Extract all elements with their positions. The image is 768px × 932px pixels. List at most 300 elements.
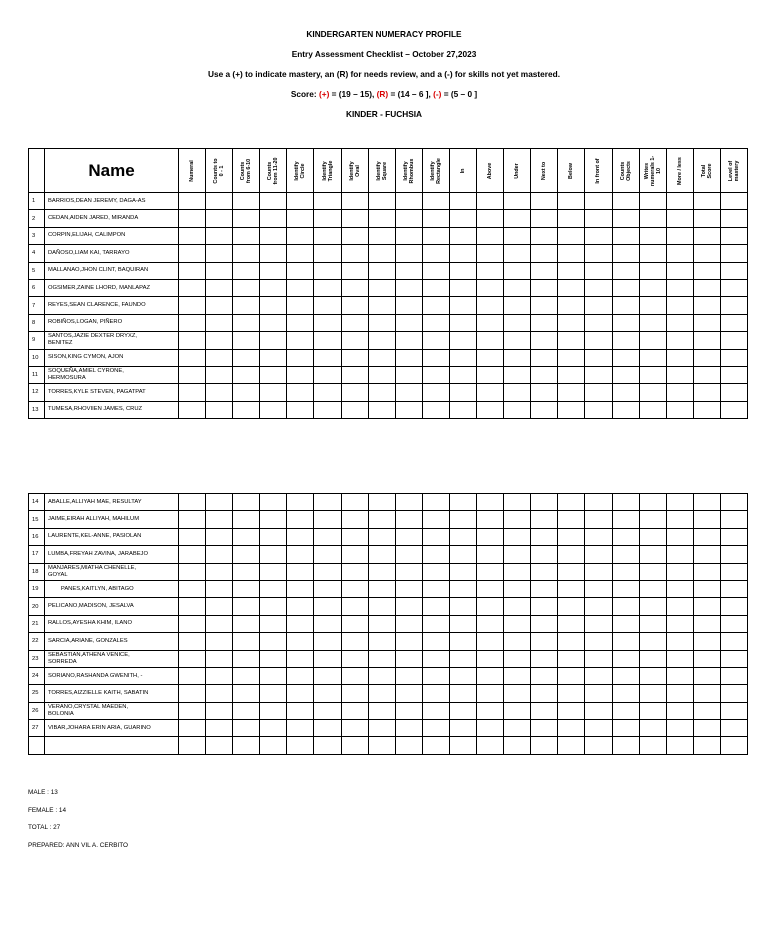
score-cell[interactable]: [504, 279, 531, 296]
score-cell[interactable]: [395, 546, 422, 563]
score-cell[interactable]: [585, 667, 612, 684]
score-cell[interactable]: [449, 528, 476, 545]
score-cell[interactable]: [531, 511, 558, 528]
score-cell[interactable]: [477, 598, 504, 615]
score-cell[interactable]: [449, 702, 476, 719]
score-cell[interactable]: [720, 279, 747, 296]
score-cell[interactable]: [422, 685, 449, 702]
score-cell[interactable]: [233, 685, 260, 702]
score-cell[interactable]: [233, 210, 260, 227]
score-cell[interactable]: [504, 494, 531, 511]
score-cell[interactable]: [531, 580, 558, 597]
score-cell[interactable]: [639, 366, 666, 383]
score-cell[interactable]: [531, 720, 558, 737]
score-cell[interactable]: [287, 650, 314, 667]
score-cell[interactable]: [233, 633, 260, 650]
score-cell[interactable]: [179, 193, 206, 210]
score-cell[interactable]: [449, 511, 476, 528]
score-cell[interactable]: [558, 210, 585, 227]
score-cell[interactable]: [206, 720, 233, 737]
score-cell[interactable]: [422, 245, 449, 262]
score-cell[interactable]: [666, 262, 693, 279]
score-cell[interactable]: [422, 366, 449, 383]
score-cell[interactable]: [585, 720, 612, 737]
score-cell[interactable]: [368, 297, 395, 314]
score-cell[interactable]: [314, 720, 341, 737]
score-cell[interactable]: [233, 297, 260, 314]
score-cell[interactable]: [395, 720, 422, 737]
score-cell[interactable]: [422, 349, 449, 366]
score-cell[interactable]: [179, 702, 206, 719]
score-cell[interactable]: [287, 737, 314, 754]
score-cell[interactable]: [558, 262, 585, 279]
score-cell[interactable]: [504, 598, 531, 615]
score-cell[interactable]: [558, 314, 585, 331]
score-cell[interactable]: [206, 685, 233, 702]
score-cell[interactable]: [585, 349, 612, 366]
score-cell[interactable]: [368, 349, 395, 366]
score-cell[interactable]: [531, 598, 558, 615]
score-cell[interactable]: [395, 297, 422, 314]
score-cell[interactable]: [395, 401, 422, 418]
score-cell[interactable]: [395, 737, 422, 754]
score-cell[interactable]: [260, 633, 287, 650]
score-cell[interactable]: [179, 210, 206, 227]
score-cell[interactable]: [287, 563, 314, 580]
score-cell[interactable]: [504, 702, 531, 719]
score-cell[interactable]: [341, 384, 368, 401]
score-cell[interactable]: [585, 702, 612, 719]
score-cell[interactable]: [206, 384, 233, 401]
score-cell[interactable]: [179, 650, 206, 667]
score-cell[interactable]: [368, 685, 395, 702]
score-cell[interactable]: [206, 401, 233, 418]
score-cell[interactable]: [693, 193, 720, 210]
score-cell[interactable]: [422, 297, 449, 314]
score-cell[interactable]: [477, 563, 504, 580]
score-cell[interactable]: [720, 511, 747, 528]
score-cell[interactable]: [720, 210, 747, 227]
score-cell[interactable]: [693, 297, 720, 314]
score-cell[interactable]: [585, 528, 612, 545]
score-cell[interactable]: [693, 314, 720, 331]
score-cell[interactable]: [585, 598, 612, 615]
score-cell[interactable]: [179, 384, 206, 401]
score-cell[interactable]: [639, 580, 666, 597]
score-cell[interactable]: [504, 332, 531, 349]
score-cell[interactable]: [314, 737, 341, 754]
score-cell[interactable]: [395, 366, 422, 383]
score-cell[interactable]: [206, 580, 233, 597]
score-cell[interactable]: [585, 546, 612, 563]
score-cell[interactable]: [233, 563, 260, 580]
score-cell[interactable]: [260, 685, 287, 702]
score-cell[interactable]: [639, 511, 666, 528]
score-cell[interactable]: [504, 384, 531, 401]
score-cell[interactable]: [531, 262, 558, 279]
score-cell[interactable]: [558, 193, 585, 210]
score-cell[interactable]: [720, 193, 747, 210]
score-cell[interactable]: [585, 737, 612, 754]
score-cell[interactable]: [585, 227, 612, 244]
score-cell[interactable]: [314, 702, 341, 719]
score-cell[interactable]: [314, 563, 341, 580]
score-cell[interactable]: [558, 685, 585, 702]
score-cell[interactable]: [287, 332, 314, 349]
score-cell[interactable]: [639, 650, 666, 667]
score-cell[interactable]: [693, 349, 720, 366]
score-cell[interactable]: [612, 297, 639, 314]
score-cell[interactable]: [720, 494, 747, 511]
score-cell[interactable]: [477, 494, 504, 511]
score-cell[interactable]: [612, 580, 639, 597]
score-cell[interactable]: [639, 297, 666, 314]
score-cell[interactable]: [531, 615, 558, 632]
score-cell[interactable]: [341, 193, 368, 210]
score-cell[interactable]: [666, 737, 693, 754]
score-cell[interactable]: [639, 349, 666, 366]
score-cell[interactable]: [449, 563, 476, 580]
score-cell[interactable]: [558, 279, 585, 296]
score-cell[interactable]: [558, 332, 585, 349]
score-cell[interactable]: [612, 615, 639, 632]
score-cell[interactable]: [449, 193, 476, 210]
score-cell[interactable]: [206, 314, 233, 331]
score-cell[interactable]: [314, 667, 341, 684]
score-cell[interactable]: [531, 384, 558, 401]
score-cell[interactable]: [693, 650, 720, 667]
score-cell[interactable]: [477, 720, 504, 737]
score-cell[interactable]: [666, 193, 693, 210]
score-cell[interactable]: [422, 262, 449, 279]
score-cell[interactable]: [368, 227, 395, 244]
score-cell[interactable]: [720, 262, 747, 279]
score-cell[interactable]: [314, 366, 341, 383]
score-cell[interactable]: [477, 332, 504, 349]
score-cell[interactable]: [666, 702, 693, 719]
score-cell[interactable]: [477, 279, 504, 296]
score-cell[interactable]: [422, 227, 449, 244]
score-cell[interactable]: [531, 702, 558, 719]
score-cell[interactable]: [341, 227, 368, 244]
score-cell[interactable]: [287, 314, 314, 331]
score-cell[interactable]: [314, 262, 341, 279]
score-cell[interactable]: [287, 598, 314, 615]
score-cell[interactable]: [612, 737, 639, 754]
score-cell[interactable]: [693, 580, 720, 597]
score-cell[interactable]: [260, 297, 287, 314]
score-cell[interactable]: [287, 227, 314, 244]
score-cell[interactable]: [693, 598, 720, 615]
score-cell[interactable]: [531, 193, 558, 210]
score-cell[interactable]: [179, 494, 206, 511]
score-cell[interactable]: [720, 615, 747, 632]
score-cell[interactable]: [612, 685, 639, 702]
score-cell[interactable]: [720, 563, 747, 580]
score-cell[interactable]: [341, 580, 368, 597]
score-cell[interactable]: [477, 297, 504, 314]
score-cell[interactable]: [639, 210, 666, 227]
score-cell[interactable]: [179, 401, 206, 418]
score-cell[interactable]: [233, 546, 260, 563]
score-cell[interactable]: [206, 511, 233, 528]
score-cell[interactable]: [260, 563, 287, 580]
score-cell[interactable]: [368, 511, 395, 528]
score-cell[interactable]: [477, 314, 504, 331]
score-cell[interactable]: [639, 279, 666, 296]
score-cell[interactable]: [260, 667, 287, 684]
score-cell[interactable]: [206, 737, 233, 754]
score-cell[interactable]: [260, 580, 287, 597]
score-cell[interactable]: [639, 384, 666, 401]
score-cell[interactable]: [612, 279, 639, 296]
score-cell[interactable]: [477, 546, 504, 563]
score-cell[interactable]: [395, 349, 422, 366]
score-cell[interactable]: [395, 314, 422, 331]
score-cell[interactable]: [395, 511, 422, 528]
score-cell[interactable]: [504, 737, 531, 754]
score-cell[interactable]: [341, 366, 368, 383]
score-cell[interactable]: [504, 245, 531, 262]
score-cell[interactable]: [260, 494, 287, 511]
score-cell[interactable]: [287, 262, 314, 279]
score-cell[interactable]: [368, 615, 395, 632]
score-cell[interactable]: [368, 314, 395, 331]
score-cell[interactable]: [206, 297, 233, 314]
score-cell[interactable]: [720, 720, 747, 737]
score-cell[interactable]: [368, 262, 395, 279]
score-cell[interactable]: [314, 332, 341, 349]
score-cell[interactable]: [504, 511, 531, 528]
score-cell[interactable]: [612, 650, 639, 667]
score-cell[interactable]: [477, 667, 504, 684]
score-cell[interactable]: [585, 245, 612, 262]
score-cell[interactable]: [558, 615, 585, 632]
score-cell[interactable]: [531, 737, 558, 754]
score-cell[interactable]: [314, 245, 341, 262]
score-cell[interactable]: [260, 262, 287, 279]
score-cell[interactable]: [233, 598, 260, 615]
score-cell[interactable]: [260, 511, 287, 528]
score-cell[interactable]: [612, 598, 639, 615]
score-cell[interactable]: [179, 511, 206, 528]
score-cell[interactable]: [666, 279, 693, 296]
score-cell[interactable]: [233, 366, 260, 383]
score-cell[interactable]: [260, 366, 287, 383]
score-cell[interactable]: [612, 546, 639, 563]
score-cell[interactable]: [395, 633, 422, 650]
score-cell[interactable]: [449, 598, 476, 615]
score-cell[interactable]: [720, 685, 747, 702]
score-cell[interactable]: [368, 279, 395, 296]
score-cell[interactable]: [314, 685, 341, 702]
score-cell[interactable]: [368, 210, 395, 227]
score-cell[interactable]: [666, 598, 693, 615]
score-cell[interactable]: [639, 528, 666, 545]
score-cell[interactable]: [368, 366, 395, 383]
score-cell[interactable]: [341, 528, 368, 545]
score-cell[interactable]: [395, 384, 422, 401]
score-cell[interactable]: [449, 720, 476, 737]
score-cell[interactable]: [720, 297, 747, 314]
score-cell[interactable]: [449, 546, 476, 563]
score-cell[interactable]: [341, 702, 368, 719]
score-cell[interactable]: [179, 262, 206, 279]
score-cell[interactable]: [287, 210, 314, 227]
score-cell[interactable]: [612, 384, 639, 401]
score-cell[interactable]: [179, 580, 206, 597]
score-cell[interactable]: [558, 401, 585, 418]
score-cell[interactable]: [287, 193, 314, 210]
score-cell[interactable]: [477, 685, 504, 702]
score-cell[interactable]: [558, 563, 585, 580]
score-cell[interactable]: [558, 702, 585, 719]
score-cell[interactable]: [639, 494, 666, 511]
score-cell[interactable]: [368, 563, 395, 580]
score-cell[interactable]: [693, 563, 720, 580]
score-cell[interactable]: [314, 297, 341, 314]
score-cell[interactable]: [449, 262, 476, 279]
score-cell[interactable]: [233, 314, 260, 331]
score-cell[interactable]: [558, 245, 585, 262]
score-cell[interactable]: [477, 702, 504, 719]
score-cell[interactable]: [693, 720, 720, 737]
score-cell[interactable]: [287, 615, 314, 632]
score-cell[interactable]: [260, 737, 287, 754]
score-cell[interactable]: [341, 737, 368, 754]
score-cell[interactable]: [666, 633, 693, 650]
score-cell[interactable]: [449, 737, 476, 754]
score-cell[interactable]: [422, 737, 449, 754]
score-cell[interactable]: [558, 384, 585, 401]
score-cell[interactable]: [612, 702, 639, 719]
score-cell[interactable]: [341, 685, 368, 702]
score-cell[interactable]: [314, 511, 341, 528]
score-cell[interactable]: [287, 667, 314, 684]
score-cell[interactable]: [260, 702, 287, 719]
score-cell[interactable]: [206, 349, 233, 366]
score-cell[interactable]: [260, 245, 287, 262]
score-cell[interactable]: [720, 314, 747, 331]
score-cell[interactable]: [287, 279, 314, 296]
score-cell[interactable]: [368, 193, 395, 210]
score-cell[interactable]: [314, 349, 341, 366]
score-cell[interactable]: [531, 563, 558, 580]
score-cell[interactable]: [612, 210, 639, 227]
score-cell[interactable]: [531, 349, 558, 366]
score-cell[interactable]: [395, 563, 422, 580]
score-cell[interactable]: [368, 245, 395, 262]
score-cell[interactable]: [558, 349, 585, 366]
score-cell[interactable]: [531, 279, 558, 296]
score-cell[interactable]: [395, 667, 422, 684]
score-cell[interactable]: [179, 546, 206, 563]
score-cell[interactable]: [314, 546, 341, 563]
score-cell[interactable]: [395, 332, 422, 349]
score-cell[interactable]: [233, 580, 260, 597]
score-cell[interactable]: [477, 193, 504, 210]
score-cell[interactable]: [368, 494, 395, 511]
score-cell[interactable]: [287, 245, 314, 262]
score-cell[interactable]: [395, 245, 422, 262]
score-cell[interactable]: [287, 702, 314, 719]
score-cell[interactable]: [179, 297, 206, 314]
score-cell[interactable]: [720, 366, 747, 383]
score-cell[interactable]: [585, 563, 612, 580]
score-cell[interactable]: [531, 314, 558, 331]
score-cell[interactable]: [666, 615, 693, 632]
score-cell[interactable]: [666, 210, 693, 227]
score-cell[interactable]: [693, 366, 720, 383]
score-cell[interactable]: [449, 650, 476, 667]
score-cell[interactable]: [341, 349, 368, 366]
score-cell[interactable]: [287, 384, 314, 401]
score-cell[interactable]: [368, 720, 395, 737]
score-cell[interactable]: [693, 702, 720, 719]
score-cell[interactable]: [693, 528, 720, 545]
score-cell[interactable]: [422, 210, 449, 227]
score-cell[interactable]: [477, 262, 504, 279]
score-cell[interactable]: [287, 297, 314, 314]
score-cell[interactable]: [504, 528, 531, 545]
score-cell[interactable]: [233, 262, 260, 279]
score-cell[interactable]: [585, 494, 612, 511]
score-cell[interactable]: [666, 349, 693, 366]
score-cell[interactable]: [314, 210, 341, 227]
score-cell[interactable]: [422, 401, 449, 418]
score-cell[interactable]: [395, 494, 422, 511]
score-cell[interactable]: [449, 384, 476, 401]
score-cell[interactable]: [422, 667, 449, 684]
score-cell[interactable]: [585, 193, 612, 210]
score-cell[interactable]: [558, 511, 585, 528]
score-cell[interactable]: [504, 615, 531, 632]
score-cell[interactable]: [314, 528, 341, 545]
score-cell[interactable]: [179, 314, 206, 331]
score-cell[interactable]: [612, 633, 639, 650]
score-cell[interactable]: [206, 332, 233, 349]
score-cell[interactable]: [558, 494, 585, 511]
score-cell[interactable]: [422, 546, 449, 563]
score-cell[interactable]: [179, 598, 206, 615]
score-cell[interactable]: [639, 737, 666, 754]
score-cell[interactable]: [666, 685, 693, 702]
score-cell[interactable]: [422, 702, 449, 719]
score-cell[interactable]: [612, 332, 639, 349]
score-cell[interactable]: [531, 633, 558, 650]
score-cell[interactable]: [531, 667, 558, 684]
score-cell[interactable]: [422, 314, 449, 331]
score-cell[interactable]: [639, 633, 666, 650]
score-cell[interactable]: [233, 332, 260, 349]
score-cell[interactable]: [585, 580, 612, 597]
score-cell[interactable]: [720, 702, 747, 719]
score-cell[interactable]: [531, 528, 558, 545]
score-cell[interactable]: [422, 332, 449, 349]
score-cell[interactable]: [558, 227, 585, 244]
score-cell[interactable]: [206, 528, 233, 545]
score-cell[interactable]: [720, 737, 747, 754]
score-cell[interactable]: [314, 314, 341, 331]
score-cell[interactable]: [206, 366, 233, 383]
score-cell[interactable]: [504, 349, 531, 366]
score-cell[interactable]: [206, 193, 233, 210]
score-cell[interactable]: [260, 349, 287, 366]
score-cell[interactable]: [504, 685, 531, 702]
score-cell[interactable]: [368, 528, 395, 545]
score-cell[interactable]: [612, 262, 639, 279]
score-cell[interactable]: [368, 332, 395, 349]
